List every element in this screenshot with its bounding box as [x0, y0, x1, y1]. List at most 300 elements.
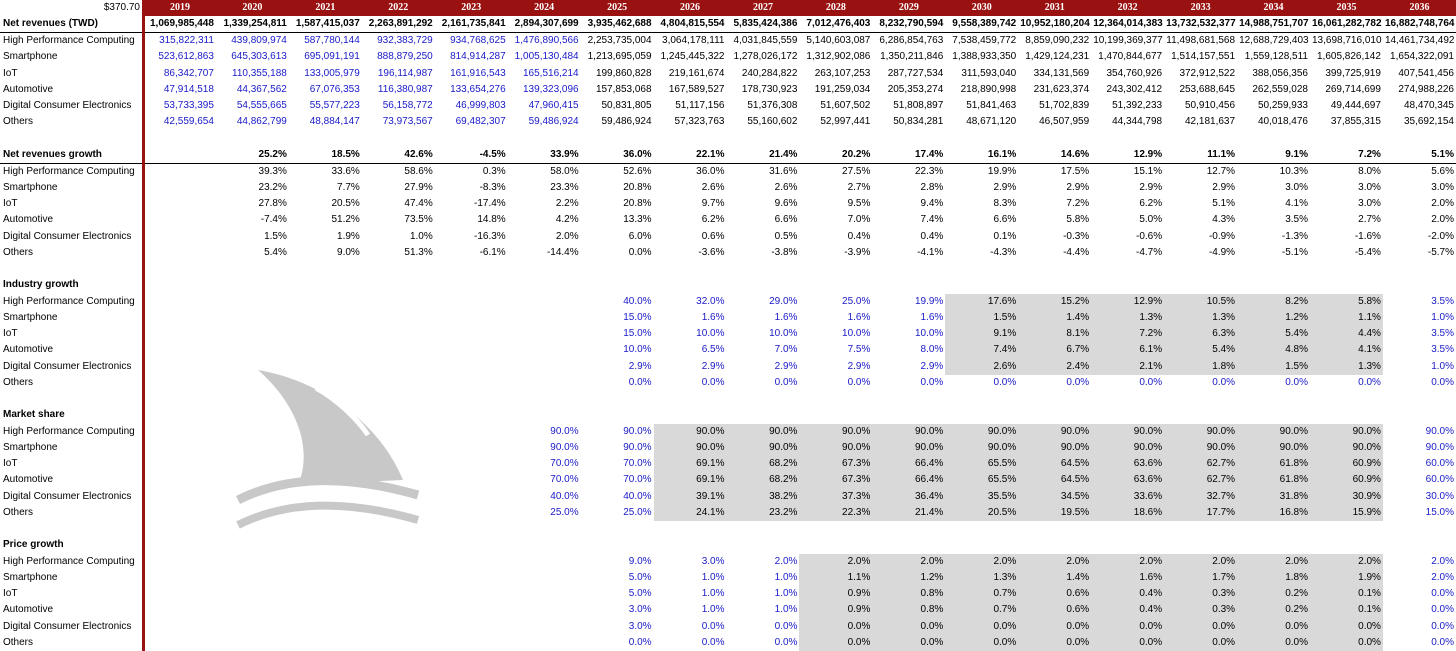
value-cell[interactable]: 0.0%: [1431, 588, 1454, 600]
value-cell[interactable]: 523,612,863: [158, 51, 214, 63]
value-cell[interactable]: 0.1%: [993, 230, 1017, 242]
value-cell[interactable]: [508, 570, 581, 586]
total-cell[interactable]: 21.4%: [727, 147, 800, 164]
value-cell[interactable]: 7.4%: [920, 214, 944, 226]
value-cell[interactable]: 20.5%: [945, 505, 1018, 521]
value-cell[interactable]: 15.1%: [1133, 165, 1163, 177]
empty-cell[interactable]: [654, 537, 727, 553]
row-label[interactable]: Others: [0, 375, 143, 391]
row-label[interactable]: Automotive: [0, 602, 143, 618]
value-cell[interactable]: 199,860,828: [595, 67, 652, 79]
value-cell[interactable]: 20.8%: [623, 181, 652, 193]
value-cell[interactable]: 40.0%: [623, 295, 652, 307]
value-cell[interactable]: 5.6%: [1431, 165, 1454, 177]
empty-cell[interactable]: [1310, 521, 1383, 537]
value-cell[interactable]: 399,725,919: [1325, 67, 1381, 79]
value-cell[interactable]: [289, 635, 362, 651]
empty-cell[interactable]: [362, 277, 435, 293]
total-cell[interactable]: 7.2%: [1310, 147, 1383, 164]
value-cell[interactable]: 1,388,933,350: [952, 51, 1017, 63]
value-cell[interactable]: 48,470,345: [1403, 100, 1454, 112]
empty-cell[interactable]: [289, 131, 362, 147]
empty-cell[interactable]: [1091, 521, 1164, 537]
value-cell[interactable]: [289, 602, 362, 618]
value-cell[interactable]: 0.0%: [1164, 635, 1237, 651]
empty-cell[interactable]: [872, 277, 945, 293]
value-cell[interactable]: 40.0%: [550, 490, 579, 502]
section-label[interactable]: Price growth: [0, 537, 143, 553]
value-cell[interactable]: 0.8%: [872, 586, 945, 602]
value-cell[interactable]: 2.0%: [1431, 571, 1454, 583]
value-cell[interactable]: [216, 440, 289, 456]
row-label[interactable]: High Performance Computing: [0, 424, 143, 440]
value-cell[interactable]: 2.9%: [701, 360, 725, 372]
total-cell[interactable]: 17.4%: [872, 147, 945, 164]
year-header-cell[interactable]: 2020: [216, 0, 289, 16]
value-cell[interactable]: 0.1%: [1310, 602, 1383, 618]
value-cell[interactable]: 0.4%: [1091, 602, 1164, 618]
empty-cell[interactable]: [872, 537, 945, 553]
value-cell[interactable]: 1,470,844,677: [1098, 51, 1163, 63]
value-cell[interactable]: -0.9%: [1208, 230, 1236, 242]
value-cell[interactable]: 243,302,412: [1106, 83, 1163, 95]
value-cell[interactable]: [508, 294, 581, 310]
value-cell[interactable]: 2.7%: [847, 181, 871, 193]
value-cell[interactable]: 90.0%: [799, 440, 872, 456]
value-cell[interactable]: 73,973,567: [382, 116, 433, 128]
value-cell[interactable]: 0.0%: [1139, 376, 1163, 388]
value-cell[interactable]: [508, 619, 581, 635]
value-cell[interactable]: 6.2%: [701, 214, 725, 226]
year-header-cell[interactable]: 2035: [1310, 0, 1383, 16]
total-cell[interactable]: 20.2%: [799, 147, 872, 164]
value-cell[interactable]: 1,559,128,511: [1244, 51, 1308, 63]
value-cell[interactable]: 15.2%: [1018, 294, 1091, 310]
section-label[interactable]: Industry growth: [0, 277, 143, 293]
value-cell[interactable]: 69.1%: [654, 472, 727, 488]
value-cell[interactable]: [216, 342, 289, 358]
value-cell[interactable]: [289, 424, 362, 440]
value-cell[interactable]: [143, 424, 216, 440]
year-header-cell[interactable]: 2022: [362, 0, 435, 16]
value-cell[interactable]: 48,884,147: [309, 116, 360, 128]
value-cell[interactable]: 90.0%: [1164, 440, 1237, 456]
value-cell[interactable]: [362, 619, 435, 635]
value-cell[interactable]: 1.5%: [264, 230, 287, 242]
value-cell[interactable]: 372,912,522: [1179, 67, 1236, 79]
value-cell[interactable]: 3.0%: [701, 555, 725, 567]
value-cell[interactable]: 2.0%: [1091, 554, 1164, 570]
value-cell[interactable]: 52.6%: [623, 165, 652, 177]
value-cell[interactable]: 2.0%: [555, 230, 579, 242]
value-cell[interactable]: [289, 359, 362, 375]
empty-cell[interactable]: [654, 261, 727, 277]
value-cell[interactable]: 61.8%: [1237, 456, 1310, 472]
value-cell[interactable]: 0.0%: [1431, 636, 1454, 648]
value-cell[interactable]: 16.8%: [1237, 505, 1310, 521]
value-cell[interactable]: [362, 570, 435, 586]
empty-cell[interactable]: [508, 521, 581, 537]
value-cell[interactable]: 73.5%: [404, 214, 433, 226]
value-cell[interactable]: -0.3%: [1063, 230, 1090, 242]
value-cell[interactable]: [143, 635, 216, 651]
empty-cell[interactable]: [1091, 391, 1164, 407]
empty-cell[interactable]: [1383, 537, 1456, 553]
empty-cell[interactable]: [1383, 391, 1456, 407]
value-cell[interactable]: 0.0%: [1431, 376, 1454, 388]
value-cell[interactable]: 64.5%: [1018, 456, 1091, 472]
value-cell[interactable]: 4.4%: [1310, 326, 1383, 342]
value-cell[interactable]: -4.4%: [1063, 246, 1090, 258]
value-cell[interactable]: 2.9%: [847, 360, 871, 372]
value-cell[interactable]: [143, 196, 216, 212]
value-cell[interactable]: 9.7%: [701, 198, 725, 210]
empty-cell[interactable]: [1310, 131, 1383, 147]
value-cell[interactable]: 0.0%: [945, 619, 1018, 635]
value-cell[interactable]: -7.4%: [260, 214, 287, 226]
value-cell[interactable]: 7.5%: [847, 344, 871, 356]
value-cell[interactable]: 157,853,068: [595, 83, 652, 95]
value-cell[interactable]: [435, 554, 508, 570]
value-cell[interactable]: 10.0%: [842, 328, 871, 340]
empty-cell[interactable]: [143, 391, 216, 407]
value-cell[interactable]: 5.1%: [1212, 198, 1236, 210]
value-cell[interactable]: 17.6%: [945, 294, 1018, 310]
empty-cell[interactable]: [1164, 131, 1237, 147]
value-cell[interactable]: 354,760,926: [1106, 67, 1163, 79]
year-header-cell[interactable]: 2033: [1164, 0, 1237, 16]
value-cell[interactable]: 0.0%: [1018, 635, 1091, 651]
empty-cell[interactable]: [435, 407, 508, 423]
value-cell[interactable]: 90.0%: [1091, 424, 1164, 440]
value-cell[interactable]: 1.4%: [1018, 570, 1091, 586]
empty-cell[interactable]: [872, 131, 945, 147]
year-header-cell[interactable]: 2024: [508, 0, 581, 16]
value-cell[interactable]: [216, 310, 289, 326]
value-cell[interactable]: [143, 619, 216, 635]
value-cell[interactable]: 0.3%: [482, 165, 506, 177]
value-cell[interactable]: 0.0%: [701, 620, 725, 632]
empty-cell[interactable]: [143, 521, 216, 537]
value-cell[interactable]: [508, 586, 581, 602]
row-label[interactable]: Digital Consumer Electronics: [0, 359, 143, 375]
empty-cell[interactable]: [945, 261, 1018, 277]
value-cell[interactable]: 0.0%: [1310, 619, 1383, 635]
value-cell[interactable]: [362, 472, 435, 488]
value-cell[interactable]: 51,808,897: [893, 100, 944, 112]
value-cell[interactable]: 1,429,124,231: [1025, 51, 1090, 63]
value-cell[interactable]: 196,114,987: [377, 67, 433, 79]
total-cell[interactable]: 7,012,476,403: [799, 16, 872, 33]
total-cell[interactable]: 16.1%: [945, 147, 1018, 164]
empty-cell[interactable]: [1091, 261, 1164, 277]
value-cell[interactable]: 0.6%: [701, 230, 725, 242]
empty-cell[interactable]: [581, 261, 654, 277]
empty-cell[interactable]: [0, 521, 143, 537]
value-cell[interactable]: 1.0%: [1431, 360, 1454, 372]
value-cell[interactable]: 59,486,924: [601, 116, 652, 128]
empty-cell[interactable]: [1383, 407, 1456, 423]
value-cell[interactable]: 2.8%: [920, 181, 944, 193]
section-label[interactable]: Net revenues growth: [0, 147, 143, 164]
value-cell[interactable]: 253,688,645: [1179, 83, 1236, 95]
value-cell[interactable]: [216, 489, 289, 505]
value-cell[interactable]: 9.5%: [847, 198, 871, 210]
empty-cell[interactable]: [1383, 277, 1456, 293]
empty-cell[interactable]: [143, 261, 216, 277]
value-cell[interactable]: [435, 456, 508, 472]
total-cell[interactable]: 1,587,415,037: [289, 16, 362, 33]
value-cell[interactable]: 5.4%: [1164, 342, 1237, 358]
value-cell[interactable]: [143, 229, 216, 245]
empty-cell[interactable]: [727, 277, 800, 293]
value-cell[interactable]: 1.0%: [1431, 311, 1454, 323]
value-cell[interactable]: 0.0%: [628, 246, 652, 258]
value-cell[interactable]: [289, 375, 362, 391]
empty-cell[interactable]: [727, 521, 800, 537]
value-cell[interactable]: [362, 602, 435, 618]
value-cell[interactable]: -3.9%: [844, 246, 871, 258]
value-cell[interactable]: 1.6%: [920, 311, 944, 323]
empty-cell[interactable]: [508, 131, 581, 147]
value-cell[interactable]: 46,999,803: [455, 100, 506, 112]
section-label[interactable]: Net revenues (TWD): [0, 16, 143, 33]
empty-cell[interactable]: [945, 131, 1018, 147]
empty-cell[interactable]: [581, 537, 654, 553]
value-cell[interactable]: 48,671,120: [966, 116, 1017, 128]
value-cell[interactable]: 27.5%: [842, 165, 871, 177]
year-header-cell[interactable]: 2036: [1383, 0, 1456, 16]
value-cell[interactable]: 1.9%: [337, 230, 360, 242]
value-cell[interactable]: 31.8%: [1237, 489, 1310, 505]
value-cell[interactable]: 40,018,476: [1257, 116, 1308, 128]
value-cell[interactable]: 70.0%: [623, 474, 652, 486]
value-cell[interactable]: [435, 424, 508, 440]
value-cell[interactable]: 57,323,763: [674, 116, 725, 128]
value-cell[interactable]: 0.0%: [993, 376, 1017, 388]
value-cell[interactable]: 2.0%: [945, 554, 1018, 570]
value-cell[interactable]: 51,607,502: [820, 100, 871, 112]
empty-cell[interactable]: [362, 537, 435, 553]
total-cell[interactable]: 1,339,254,811: [216, 16, 289, 33]
value-cell[interactable]: 0.0%: [1091, 635, 1164, 651]
empty-cell[interactable]: [1018, 261, 1091, 277]
value-cell[interactable]: 2.6%: [701, 181, 725, 193]
value-cell[interactable]: 35,692,154: [1403, 116, 1454, 128]
row-label[interactable]: High Performance Computing: [0, 294, 143, 310]
value-cell[interactable]: 90.0%: [623, 441, 652, 453]
value-cell[interactable]: 68.2%: [727, 456, 800, 472]
empty-cell[interactable]: [216, 537, 289, 553]
value-cell[interactable]: 10.0%: [623, 344, 652, 356]
empty-cell[interactable]: [945, 391, 1018, 407]
value-cell[interactable]: 10.0%: [769, 328, 798, 340]
row-label[interactable]: Digital Consumer Electronics: [0, 98, 143, 114]
empty-cell[interactable]: [1310, 537, 1383, 553]
value-cell[interactable]: 3.5%: [1285, 214, 1308, 226]
value-cell[interactable]: 10,199,369,377: [1093, 35, 1163, 47]
value-cell[interactable]: 25.0%: [550, 506, 579, 518]
value-cell[interactable]: 14.8%: [477, 214, 506, 226]
value-cell[interactable]: [143, 472, 216, 488]
value-cell[interactable]: 274,988,226: [1398, 83, 1454, 95]
value-cell[interactable]: [216, 635, 289, 651]
total-cell[interactable]: 3,935,462,688: [581, 16, 654, 33]
empty-cell[interactable]: [0, 261, 143, 277]
value-cell[interactable]: 27.9%: [404, 181, 433, 193]
value-cell[interactable]: [435, 505, 508, 521]
empty-cell[interactable]: [872, 521, 945, 537]
row-label[interactable]: Others: [0, 505, 143, 521]
value-cell[interactable]: [289, 326, 362, 342]
value-cell[interactable]: 35.5%: [945, 489, 1018, 505]
value-cell[interactable]: 0.0%: [799, 635, 872, 651]
value-cell[interactable]: 90.0%: [1425, 441, 1454, 453]
value-cell[interactable]: 6,286,854,763: [879, 35, 944, 47]
value-cell[interactable]: 5.4%: [264, 246, 287, 258]
value-cell[interactable]: -2.0%: [1427, 230, 1454, 242]
value-cell[interactable]: 6.6%: [774, 214, 798, 226]
total-cell[interactable]: 33.9%: [508, 147, 581, 164]
total-cell[interactable]: [143, 147, 216, 164]
empty-cell[interactable]: [1383, 521, 1456, 537]
total-cell[interactable]: 9.1%: [1237, 147, 1310, 164]
value-cell[interactable]: 12,688,729,403: [1239, 35, 1309, 47]
value-cell[interactable]: 10.0%: [914, 328, 944, 340]
value-cell[interactable]: 1.1%: [1310, 310, 1383, 326]
value-cell[interactable]: 17.5%: [1060, 165, 1090, 177]
value-cell[interactable]: 0.9%: [799, 602, 872, 618]
value-cell[interactable]: 0.5%: [774, 230, 798, 242]
year-header-cell[interactable]: 2019: [143, 0, 216, 16]
value-cell[interactable]: 58.0%: [550, 165, 579, 177]
value-cell[interactable]: 0.0%: [1285, 376, 1308, 388]
value-cell[interactable]: 50,910,456: [1185, 100, 1236, 112]
value-cell[interactable]: 52,997,441: [820, 116, 871, 128]
total-cell[interactable]: 14.6%: [1018, 147, 1091, 164]
empty-cell[interactable]: [216, 521, 289, 537]
value-cell[interactable]: 23.2%: [258, 181, 287, 193]
empty-cell[interactable]: [1018, 391, 1091, 407]
value-cell[interactable]: 814,914,287: [450, 51, 506, 63]
empty-cell[interactable]: [581, 391, 654, 407]
value-cell[interactable]: 439,809,974: [231, 35, 287, 47]
value-cell[interactable]: 60.0%: [1425, 458, 1454, 470]
value-cell[interactable]: 3.0%: [628, 604, 652, 616]
total-cell[interactable]: 8,232,790,594: [872, 16, 945, 33]
value-cell[interactable]: [362, 359, 435, 375]
value-cell[interactable]: [216, 505, 289, 521]
value-cell[interactable]: 90.0%: [1425, 425, 1454, 437]
value-cell[interactable]: [435, 602, 508, 618]
value-cell[interactable]: 6.6%: [993, 214, 1017, 226]
value-cell[interactable]: 315,822,311: [159, 35, 214, 47]
value-cell[interactable]: 218,890,998: [960, 83, 1017, 95]
value-cell[interactable]: 4.1%: [1285, 198, 1308, 210]
value-cell[interactable]: 1.8%: [1237, 570, 1310, 586]
value-cell[interactable]: 68.2%: [727, 472, 800, 488]
value-cell[interactable]: 0.0%: [701, 376, 725, 388]
value-cell[interactable]: 1,245,445,322: [660, 51, 725, 63]
value-cell[interactable]: 9.4%: [920, 198, 944, 210]
empty-cell[interactable]: [289, 277, 362, 293]
empty-cell[interactable]: [581, 131, 654, 147]
value-cell[interactable]: 51.2%: [331, 214, 360, 226]
empty-cell[interactable]: [508, 261, 581, 277]
value-cell[interactable]: [216, 326, 289, 342]
value-cell[interactable]: 18.6%: [1091, 505, 1164, 521]
value-cell[interactable]: 90.0%: [799, 424, 872, 440]
value-cell[interactable]: -5.1%: [1281, 246, 1308, 258]
empty-cell[interactable]: [727, 391, 800, 407]
total-cell[interactable]: 9,558,389,742: [945, 16, 1018, 33]
value-cell[interactable]: 2.9%: [920, 360, 944, 372]
value-cell[interactable]: 36.4%: [872, 489, 945, 505]
value-cell[interactable]: [143, 310, 216, 326]
value-cell[interactable]: [435, 472, 508, 488]
value-cell[interactable]: 9.0%: [628, 555, 652, 567]
empty-cell[interactable]: [654, 391, 727, 407]
value-cell[interactable]: 65.5%: [945, 456, 1018, 472]
value-cell[interactable]: 40.0%: [623, 490, 652, 502]
empty-cell[interactable]: [1310, 407, 1383, 423]
value-cell[interactable]: 0.0%: [847, 376, 871, 388]
value-cell[interactable]: 15.0%: [623, 311, 652, 323]
value-cell[interactable]: 44,862,799: [236, 116, 287, 128]
value-cell[interactable]: 51,392,233: [1112, 100, 1163, 112]
total-cell[interactable]: 2,263,891,292: [362, 16, 435, 33]
value-cell[interactable]: 219,161,674: [668, 67, 725, 79]
row-label[interactable]: Automotive: [0, 472, 143, 488]
row-label[interactable]: Automotive: [0, 342, 143, 358]
empty-cell[interactable]: [0, 391, 143, 407]
value-cell[interactable]: 51,117,156: [675, 100, 725, 112]
empty-cell[interactable]: [1164, 261, 1237, 277]
value-cell[interactable]: 0.9%: [799, 586, 872, 602]
value-cell[interactable]: [508, 635, 581, 651]
value-cell[interactable]: 934,768,625: [450, 35, 506, 47]
value-cell[interactable]: [143, 505, 216, 521]
value-cell[interactable]: 13,698,716,010: [1312, 35, 1382, 47]
empty-cell[interactable]: [435, 277, 508, 293]
value-cell[interactable]: 4.8%: [1237, 342, 1310, 358]
empty-cell[interactable]: [143, 131, 216, 147]
value-cell[interactable]: 205,353,274: [887, 83, 944, 95]
row-label[interactable]: Smartphone: [0, 180, 143, 196]
value-cell[interactable]: 1.0%: [409, 230, 433, 242]
value-cell[interactable]: 0.8%: [872, 602, 945, 618]
value-cell[interactable]: -3.6%: [698, 246, 725, 258]
value-cell[interactable]: 32.7%: [1164, 489, 1237, 505]
value-cell[interactable]: [143, 163, 216, 180]
value-cell[interactable]: 0.0%: [701, 636, 725, 648]
value-cell[interactable]: 1.6%: [701, 311, 725, 323]
empty-cell[interactable]: [289, 537, 362, 553]
value-cell[interactable]: 2.2%: [555, 198, 579, 210]
value-cell[interactable]: 0.2%: [1237, 602, 1310, 618]
value-cell[interactable]: 0.0%: [1431, 604, 1454, 616]
empty-cell[interactable]: [508, 537, 581, 553]
value-cell[interactable]: 7,538,459,772: [952, 35, 1017, 47]
value-cell[interactable]: [143, 375, 216, 391]
value-cell[interactable]: 0.3%: [1164, 586, 1237, 602]
empty-cell[interactable]: [216, 277, 289, 293]
row-label[interactable]: Smartphone: [0, 570, 143, 586]
empty-cell[interactable]: [872, 407, 945, 423]
value-cell[interactable]: 4.2%: [555, 214, 579, 226]
empty-cell[interactable]: [1237, 537, 1310, 553]
empty-cell[interactable]: [362, 131, 435, 147]
